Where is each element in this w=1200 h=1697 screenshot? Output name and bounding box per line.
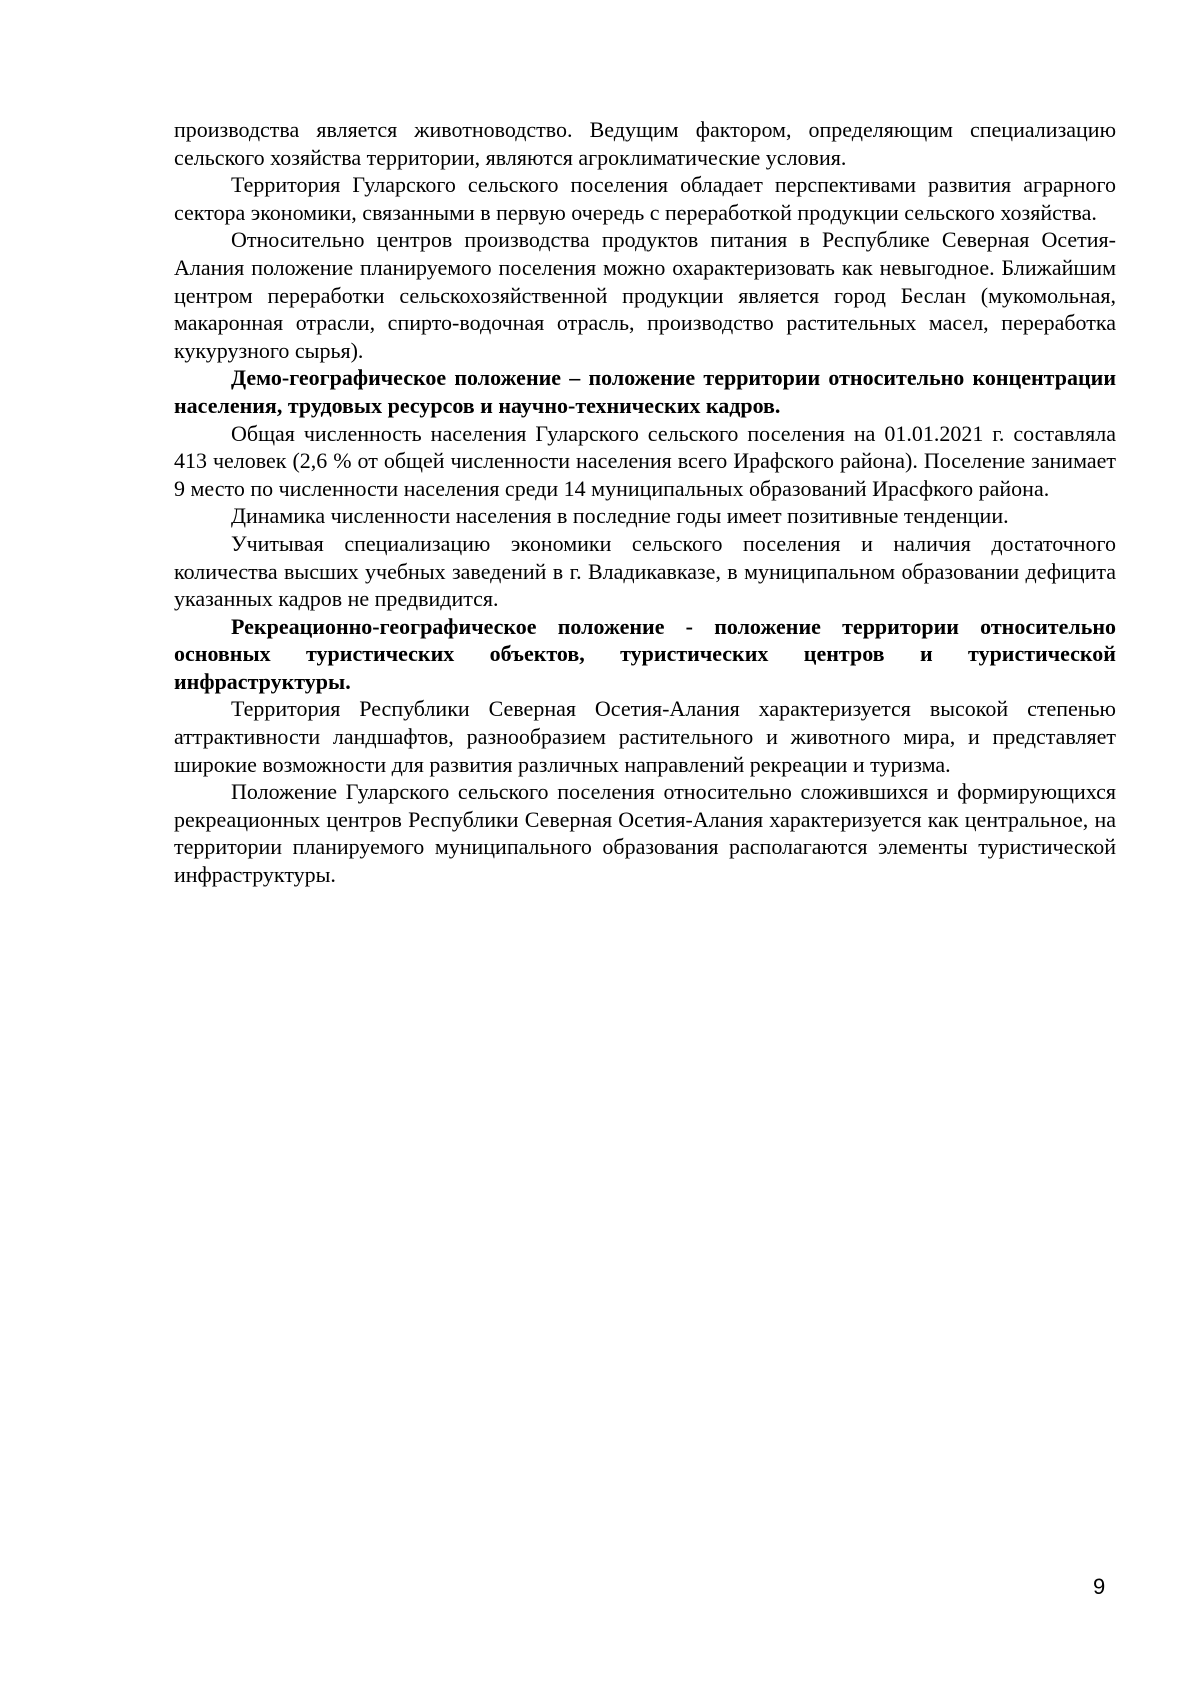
paragraph-personnel-availability: Учитывая специализацию экономики сельского поселения и наличия достаточного количества высших учебных заведений в г. Владикавказе, в муниципальном образовании дефицита указанных кадров не предвидится. [174,530,1116,612]
document-page [174,116,1116,889]
page-number: 9 [1093,1574,1106,1599]
heading-demo-geographic-position: Демо-географическое положение – положение территории относительно концентрации населения, трудовых ресурсов и научно-технических кадров. [174,365,1116,418]
paragraph-population-dynamics: Динамика численности населения в последние годы имеет позитивные тенденции. [231,503,1009,529]
paragraph-republic-landscapes: Территория Республики Северная Осетия-Алания характеризуется высокой степенью аттрактивности ландшафтов, разнообразием растительного и животного мира, и представляет широкие возможности для развития различных направлений рекреации и туризма. [174,696,1116,777]
paragraph-population-total: Общая численность населения Гуларского сельского поселения на 01.01.2021 г. составляла 413 человек (2,6 % от общей численности населения всего Ирафского района). Поселение занимает 9 место по численности населения среди 14 муниципальных образований Ирасфкого района. [174,420,1116,501]
paragraph-food-production-centers: Относительно центров производства продуктов питания в Республике Северная Осетия-Алания положение планируемого поселения можно охарактеризовать как невыгодное. Ближайшим центром переработки сельскохозяйственной продукции является город Беслан (мукомольная, макаронная отрасли, спирто-водочная отрасль, производство растительных масел, переработка кукурузного сырья). [174,227,1116,363]
paragraph-livestock-specialization: производства является животноводство. Ведущим фактором, определяющим специализацию сельского хозяйства территории, являются агроклиматические условия. [174,117,1116,170]
paragraph-agrarian-prospects: Территория Гуларского сельского поселения обладает перспективами развития аграрного сектора экономики, связанными в первую очередь с переработкой продукции сельского хозяйства. [174,172,1116,225]
paragraph-recreational-centers-position: Положение Гуларского сельского поселения относительно сложившихся и формирующихся рекреационных центров Республики Северная Осетия-Алания характеризуется как центральное, на территории планируемого муниципального образования располагаются элементы туристической инфраструктуры. [174,779,1116,888]
heading-recreational-geographic-position: Рекреационно-географическое положение - положение территории относительно основных туристических объектов, туристических центров и туристической инфраструктуры. [174,613,1116,694]
